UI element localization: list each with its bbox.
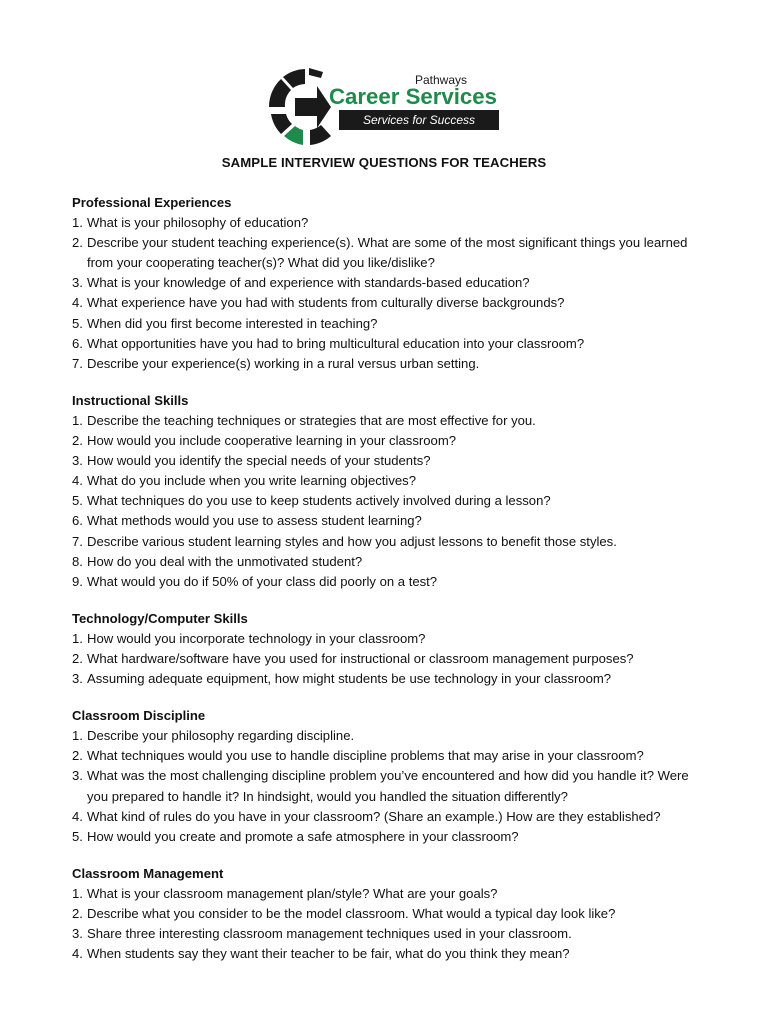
logo-emblem xyxy=(269,68,331,145)
question-item xyxy=(72,273,712,293)
question-number: 5. xyxy=(72,828,83,844)
question-item xyxy=(72,334,712,354)
question-number: 4. xyxy=(72,295,83,311)
question-item xyxy=(72,766,712,806)
question-number: 7. xyxy=(72,533,83,549)
question-text: Assuming adequate equipment, how might students be use technology in your classroom? xyxy=(87,671,612,687)
question-text: When did you first become interested in teaching? xyxy=(87,315,378,331)
question-text: What do you include when you write learning objectives? xyxy=(87,473,416,489)
question-item xyxy=(72,451,712,471)
logo-tagline: Services for Success xyxy=(362,113,476,127)
section-classroom-management xyxy=(72,864,712,964)
question-text: What would you do if 50% of your class did poorly on a test? xyxy=(87,573,438,589)
question-text: How would you incorporate technology in your classroom? xyxy=(87,630,426,646)
question-number: 8. xyxy=(72,553,83,569)
career-services-logo xyxy=(265,64,505,150)
question-item xyxy=(72,471,712,491)
question-number: 5. xyxy=(72,315,83,331)
question-item xyxy=(72,233,712,273)
question-item xyxy=(72,746,712,766)
question-item xyxy=(72,411,712,431)
question-text: What was the most challenging discipline problem you’ve encountered and how did you handle it? Were you prepared to handle it? In hindsight, would you handled the situation differently? xyxy=(87,768,689,804)
question-text: Describe what you consider to be the model classroom. What would a typical day look like? xyxy=(87,906,616,921)
question-item xyxy=(72,491,712,511)
question-item xyxy=(72,431,712,451)
question-number: 4. xyxy=(72,946,83,962)
question-item xyxy=(72,293,712,313)
logo-brand-main: Career Services xyxy=(329,84,497,109)
question-number: 1. xyxy=(72,885,83,901)
segmented-circle-arrow-icon xyxy=(265,64,505,150)
question-number: 3. xyxy=(72,275,83,291)
question-text: Describe your student teaching experience(s). What are some of the most significant things you learned from your cooperating teacher(s)? What did you like/dislike? xyxy=(87,235,688,271)
question-number: 4. xyxy=(72,473,83,489)
question-list xyxy=(72,411,712,592)
question-text: What opportunities have you had to bring multicultural education into your classroom? xyxy=(87,335,585,351)
question-item xyxy=(72,669,712,689)
question-item xyxy=(72,726,712,746)
question-number: 2. xyxy=(72,748,83,764)
question-number: 1. xyxy=(72,215,83,231)
question-number: 6. xyxy=(72,513,83,529)
question-text: What hardware/software have you used for instructional or classroom management purposes? xyxy=(87,650,634,666)
question-text: What is your classroom management plan/style? What are your goals? xyxy=(87,885,498,901)
question-item xyxy=(72,314,712,334)
question-number: 3. xyxy=(72,926,83,942)
question-number: 2. xyxy=(72,433,83,449)
question-text: What kind of rules do you have in your classroom? (Share an example.) How are they established? xyxy=(87,808,661,824)
question-number: 4. xyxy=(72,808,83,824)
question-number: 2. xyxy=(72,650,83,666)
section-heading: Technology/Computer Skills xyxy=(72,610,248,626)
question-text: How would you identify the special needs of your students? xyxy=(87,453,431,469)
question-item xyxy=(72,827,712,847)
question-list xyxy=(72,884,712,964)
question-text: Describe the teaching techniques or strategies that are most effective for you. xyxy=(87,412,536,428)
question-text: Describe your experience(s) working in a rural versus urban setting. xyxy=(87,355,480,371)
question-number: 2. xyxy=(72,906,83,921)
question-number: 3. xyxy=(72,671,83,687)
question-item xyxy=(72,213,712,233)
question-text: What experience have you had with students from culturally diverse backgrounds? xyxy=(87,295,565,311)
section-heading: Classroom Discipline xyxy=(72,708,206,724)
document-title: SAMPLE INTERVIEW QUESTIONS FOR TEACHERS xyxy=(221,155,547,170)
question-list xyxy=(72,726,712,847)
question-text: What techniques do you use to keep students actively involved during a lesson? xyxy=(87,493,551,509)
question-number: 2. xyxy=(72,235,83,251)
section-heading: Classroom Management xyxy=(72,865,224,881)
question-item xyxy=(72,884,712,904)
question-number: 1. xyxy=(72,630,83,646)
question-item xyxy=(72,572,712,592)
question-text: What methods would you use to assess student learning? xyxy=(87,513,422,529)
question-list xyxy=(72,629,712,689)
section-professional-experiences xyxy=(72,193,712,374)
question-text: Share three interesting classroom management techniques used in your classroom. xyxy=(87,926,572,942)
question-item xyxy=(72,649,712,669)
question-list xyxy=(72,213,712,374)
question-item xyxy=(72,629,712,649)
question-text: Describe your philosophy regarding discipline. xyxy=(87,728,355,744)
question-text: How do you deal with the unmotivated student? xyxy=(87,553,363,569)
question-item xyxy=(72,924,712,944)
question-number: 6. xyxy=(72,335,83,351)
section-instructional-skills xyxy=(72,391,712,592)
question-sections xyxy=(72,193,712,981)
question-text: How would you create and promote a safe atmosphere in your classroom? xyxy=(87,828,519,844)
logo-brand-small: Pathways xyxy=(414,73,467,87)
question-item xyxy=(72,552,712,572)
question-text: How would you include cooperative learning in your classroom? xyxy=(87,433,457,449)
question-number: 5. xyxy=(72,493,83,509)
question-number: 1. xyxy=(72,412,83,428)
question-item xyxy=(72,904,712,924)
question-item xyxy=(72,354,712,374)
question-text: When students say they want their teacher to be fair, what do you think they mean? xyxy=(87,946,570,962)
question-item xyxy=(72,807,712,827)
question-number: 9. xyxy=(72,573,83,589)
question-number: 7. xyxy=(72,355,83,371)
question-text: Describe various student learning styles and how you adjust lessons to benefit those styles. xyxy=(87,533,617,549)
question-item xyxy=(72,511,712,531)
question-number: 3. xyxy=(72,453,83,469)
question-number: 1. xyxy=(72,728,83,744)
question-text: What is your philosophy of education? xyxy=(87,215,309,231)
question-item xyxy=(72,944,712,964)
question-text: What techniques would you use to handle discipline problems that may arise in your classroom? xyxy=(87,748,644,764)
question-item xyxy=(72,532,712,552)
section-technology-computer-skills xyxy=(72,609,712,689)
question-number: 3. xyxy=(72,768,83,784)
section-heading: Instructional Skills xyxy=(72,392,189,408)
section-heading: Professional Experiences xyxy=(72,195,232,210)
section-classroom-discipline xyxy=(72,706,712,847)
question-text: What is your knowledge of and experience with standards-based education? xyxy=(87,275,530,291)
